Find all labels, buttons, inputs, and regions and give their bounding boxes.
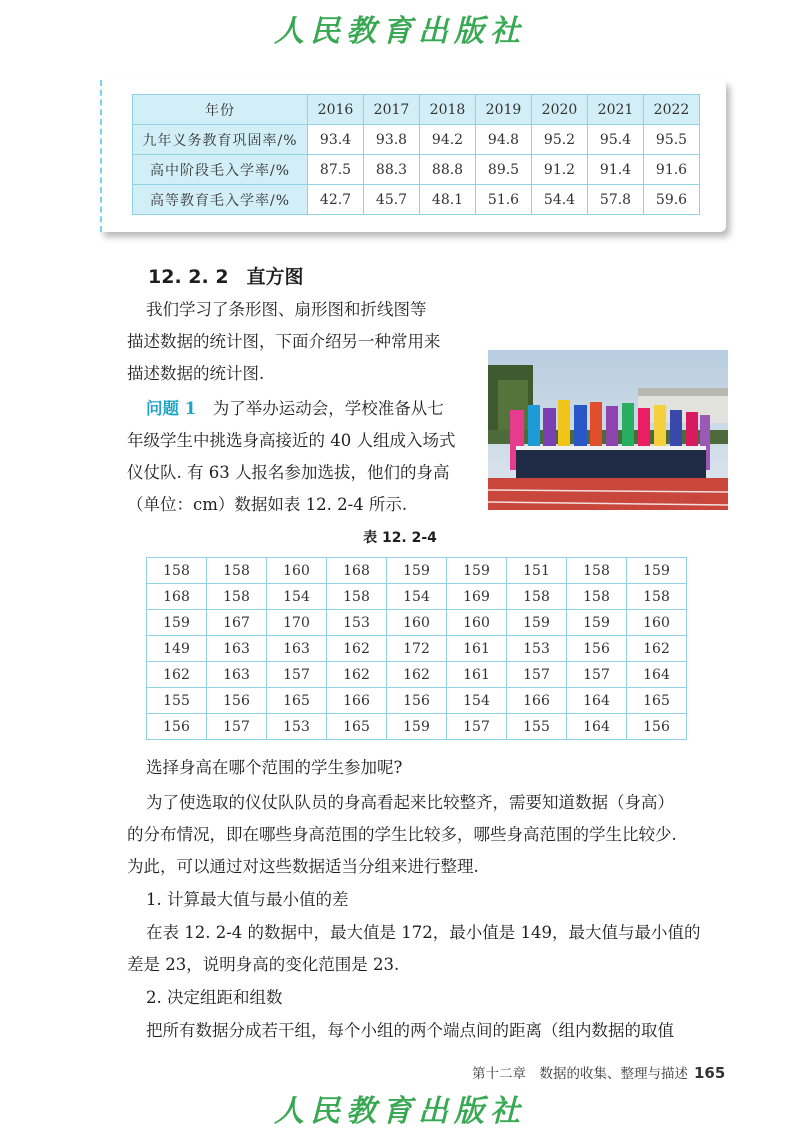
table-cell: 95.2 — [532, 125, 588, 155]
publisher-watermark-bottom: 人民教育出版社 — [274, 1094, 526, 1129]
section-title: 直方图 — [246, 266, 304, 288]
table-row — [133, 155, 700, 185]
table-cell: 94.2 — [420, 125, 476, 155]
table-cell: 153 — [267, 714, 327, 740]
table-cell: 160 — [447, 610, 507, 636]
table-cell: 156 — [567, 636, 627, 662]
table-cell: 158 — [207, 584, 267, 610]
year-cell: 2017 — [364, 95, 420, 125]
problem-label: 问题 1 — [146, 399, 197, 418]
table-cell: 154 — [387, 584, 447, 610]
stat-table-box — [100, 80, 726, 232]
table-cell: 88.8 — [420, 155, 476, 185]
table-cell: 159 — [387, 714, 447, 740]
page-footer — [472, 1062, 725, 1082]
problem-line: （单位：cm）数据如表 12. 2-4 所示. — [127, 495, 408, 514]
table-cell: 57.8 — [588, 185, 644, 215]
body-line: 在表 12. 2-4 的数据中，最大值是 172，最小值是 149，最大值与最小值的 — [146, 923, 701, 942]
table-row — [147, 688, 687, 714]
table-cell: 168 — [327, 558, 387, 584]
table-cell: 166 — [327, 688, 387, 714]
table-row — [147, 558, 687, 584]
body-line: 为了使选取的仪仗队队员的身高看起来比较整齐，需要知道数据（身高） — [146, 793, 674, 812]
body-line: 的分布情况，即在哪些身高范围的学生比较多，哪些身高范围的学生比较少. — [127, 825, 677, 844]
table-cell: 172 — [387, 636, 447, 662]
problem-text: 为了举办运动会，学校准备从七 — [212, 399, 444, 418]
table-cell: 153 — [327, 610, 387, 636]
year-cell: 2022 — [644, 95, 700, 125]
table-cell: 59.6 — [644, 185, 700, 215]
table-cell: 94.8 — [476, 125, 532, 155]
table-row — [147, 584, 687, 610]
honor-guard-illustration — [488, 350, 728, 510]
table-cell: 157 — [507, 662, 567, 688]
education-rate-table — [132, 94, 700, 215]
table-cell: 163 — [267, 636, 327, 662]
table-cell: 154 — [267, 584, 327, 610]
problem-line: 年级学生中挑选身高接近的 40 人组成入场式 — [127, 431, 456, 450]
intro-line: 我们学习了条形图、扇形图和折线图等 — [146, 300, 427, 319]
year-cell: 2016 — [308, 95, 364, 125]
table-cell: 165 — [267, 688, 327, 714]
table-cell: 87.5 — [308, 155, 364, 185]
table-cell: 156 — [207, 688, 267, 714]
table-caption: 表 12. 2-4 — [363, 530, 437, 546]
table-cell: 159 — [147, 610, 207, 636]
table-cell: 159 — [447, 558, 507, 584]
body-line: 差是 23，说明身高的变化范围是 23. — [127, 955, 400, 974]
table-cell: 89.5 — [476, 155, 532, 185]
table-cell: 170 — [267, 610, 327, 636]
table-cell: 95.4 — [588, 125, 644, 155]
table-cell: 158 — [567, 584, 627, 610]
table-row — [133, 185, 700, 215]
header-label: 年份 — [133, 95, 308, 125]
intro-line: 描述数据的统计图. — [127, 364, 265, 383]
table-cell: 159 — [567, 610, 627, 636]
year-cell: 2019 — [476, 95, 532, 125]
table-cell: 158 — [627, 584, 687, 610]
table-cell: 162 — [327, 636, 387, 662]
year-cell: 2021 — [588, 95, 644, 125]
table-cell: 154 — [447, 688, 507, 714]
table-cell: 157 — [447, 714, 507, 740]
table-cell: 54.4 — [532, 185, 588, 215]
table-cell: 51.6 — [476, 185, 532, 215]
table-row — [147, 636, 687, 662]
table-cell: 166 — [507, 688, 567, 714]
table-cell: 157 — [267, 662, 327, 688]
table-cell: 163 — [207, 662, 267, 688]
publisher-watermark-top: 人民教育出版社 — [274, 14, 526, 49]
table-cell: 159 — [507, 610, 567, 636]
problem-line — [146, 393, 444, 425]
table-cell: 149 — [147, 636, 207, 662]
table-cell: 158 — [507, 584, 567, 610]
table-cell: 91.4 — [588, 155, 644, 185]
table-cell: 160 — [387, 610, 447, 636]
intro-line: 描述数据的统计图，下面介绍另一种常用来 — [127, 332, 441, 351]
table-cell: 158 — [567, 558, 627, 584]
body-line: 为此，可以通过对这些数据适当分组来进行整理. — [127, 857, 479, 876]
table-cell: 161 — [447, 662, 507, 688]
page-number: 165 — [694, 1064, 726, 1082]
year-cell: 2020 — [532, 95, 588, 125]
table-cell: 88.3 — [364, 155, 420, 185]
section-number: 12. 2. 2 — [148, 266, 229, 288]
table-cell: 157 — [207, 714, 267, 740]
table-cell: 158 — [147, 558, 207, 584]
row-label: 高中阶段毛入学率/% — [133, 155, 308, 185]
table-cell: 164 — [627, 662, 687, 688]
problem-line: 仪仗队. 有 63 人报名参加选拔，他们的身高 — [127, 463, 450, 482]
table-cell: 159 — [627, 558, 687, 584]
table-cell: 162 — [627, 636, 687, 662]
table-cell: 153 — [507, 636, 567, 662]
year-cell: 2018 — [420, 95, 476, 125]
table-cell: 161 — [447, 636, 507, 662]
row-label: 高等教育毛入学率/% — [133, 185, 308, 215]
table-cell: 155 — [147, 688, 207, 714]
table-cell: 156 — [627, 714, 687, 740]
chapter-title: 第十二章 数据的收集、整理与描述 — [472, 1066, 688, 1082]
table-cell: 160 — [267, 558, 327, 584]
table-cell: 158 — [207, 558, 267, 584]
row-label: 九年义务教育巩固率/% — [133, 125, 308, 155]
table-cell: 168 — [147, 584, 207, 610]
table-cell: 95.5 — [644, 125, 700, 155]
table-row — [147, 610, 687, 636]
table-cell: 156 — [387, 688, 447, 714]
question-line: 选择身高在哪个范围的学生参加呢? — [146, 758, 403, 777]
table-cell: 159 — [387, 558, 447, 584]
table-cell: 151 — [507, 558, 567, 584]
table-cell: 157 — [567, 662, 627, 688]
table-row — [147, 714, 687, 740]
table-header-row — [133, 95, 700, 125]
table-cell: 45.7 — [364, 185, 420, 215]
table-cell: 163 — [207, 636, 267, 662]
table-cell: 165 — [327, 714, 387, 740]
table-cell: 156 — [147, 714, 207, 740]
table-cell: 91.2 — [532, 155, 588, 185]
table-row — [147, 662, 687, 688]
table-cell: 165 — [627, 688, 687, 714]
table-cell: 164 — [567, 714, 627, 740]
body-line: 把所有数据分成若干组，每个小组的两个端点间的距离（组内数据的取值 — [146, 1021, 674, 1040]
table-cell: 91.6 — [644, 155, 700, 185]
table-row — [133, 125, 700, 155]
table-cell: 162 — [387, 662, 447, 688]
table-cell: 162 — [327, 662, 387, 688]
table-cell: 160 — [627, 610, 687, 636]
height-data-table — [146, 557, 687, 740]
table-cell: 42.7 — [308, 185, 364, 215]
table-cell: 169 — [447, 584, 507, 610]
table-cell: 167 — [207, 610, 267, 636]
step-title: 2. 决定组距和组数 — [146, 988, 283, 1007]
section-heading — [148, 262, 304, 289]
step-title: 1. 计算最大值与最小值的差 — [146, 890, 349, 909]
table-cell: 93.8 — [364, 125, 420, 155]
table-cell: 162 — [147, 662, 207, 688]
honor-guard-photo — [488, 350, 728, 510]
table-cell: 164 — [567, 688, 627, 714]
table-cell: 158 — [327, 584, 387, 610]
table-cell: 48.1 — [420, 185, 476, 215]
table-cell: 93.4 — [308, 125, 364, 155]
table-cell: 155 — [507, 714, 567, 740]
